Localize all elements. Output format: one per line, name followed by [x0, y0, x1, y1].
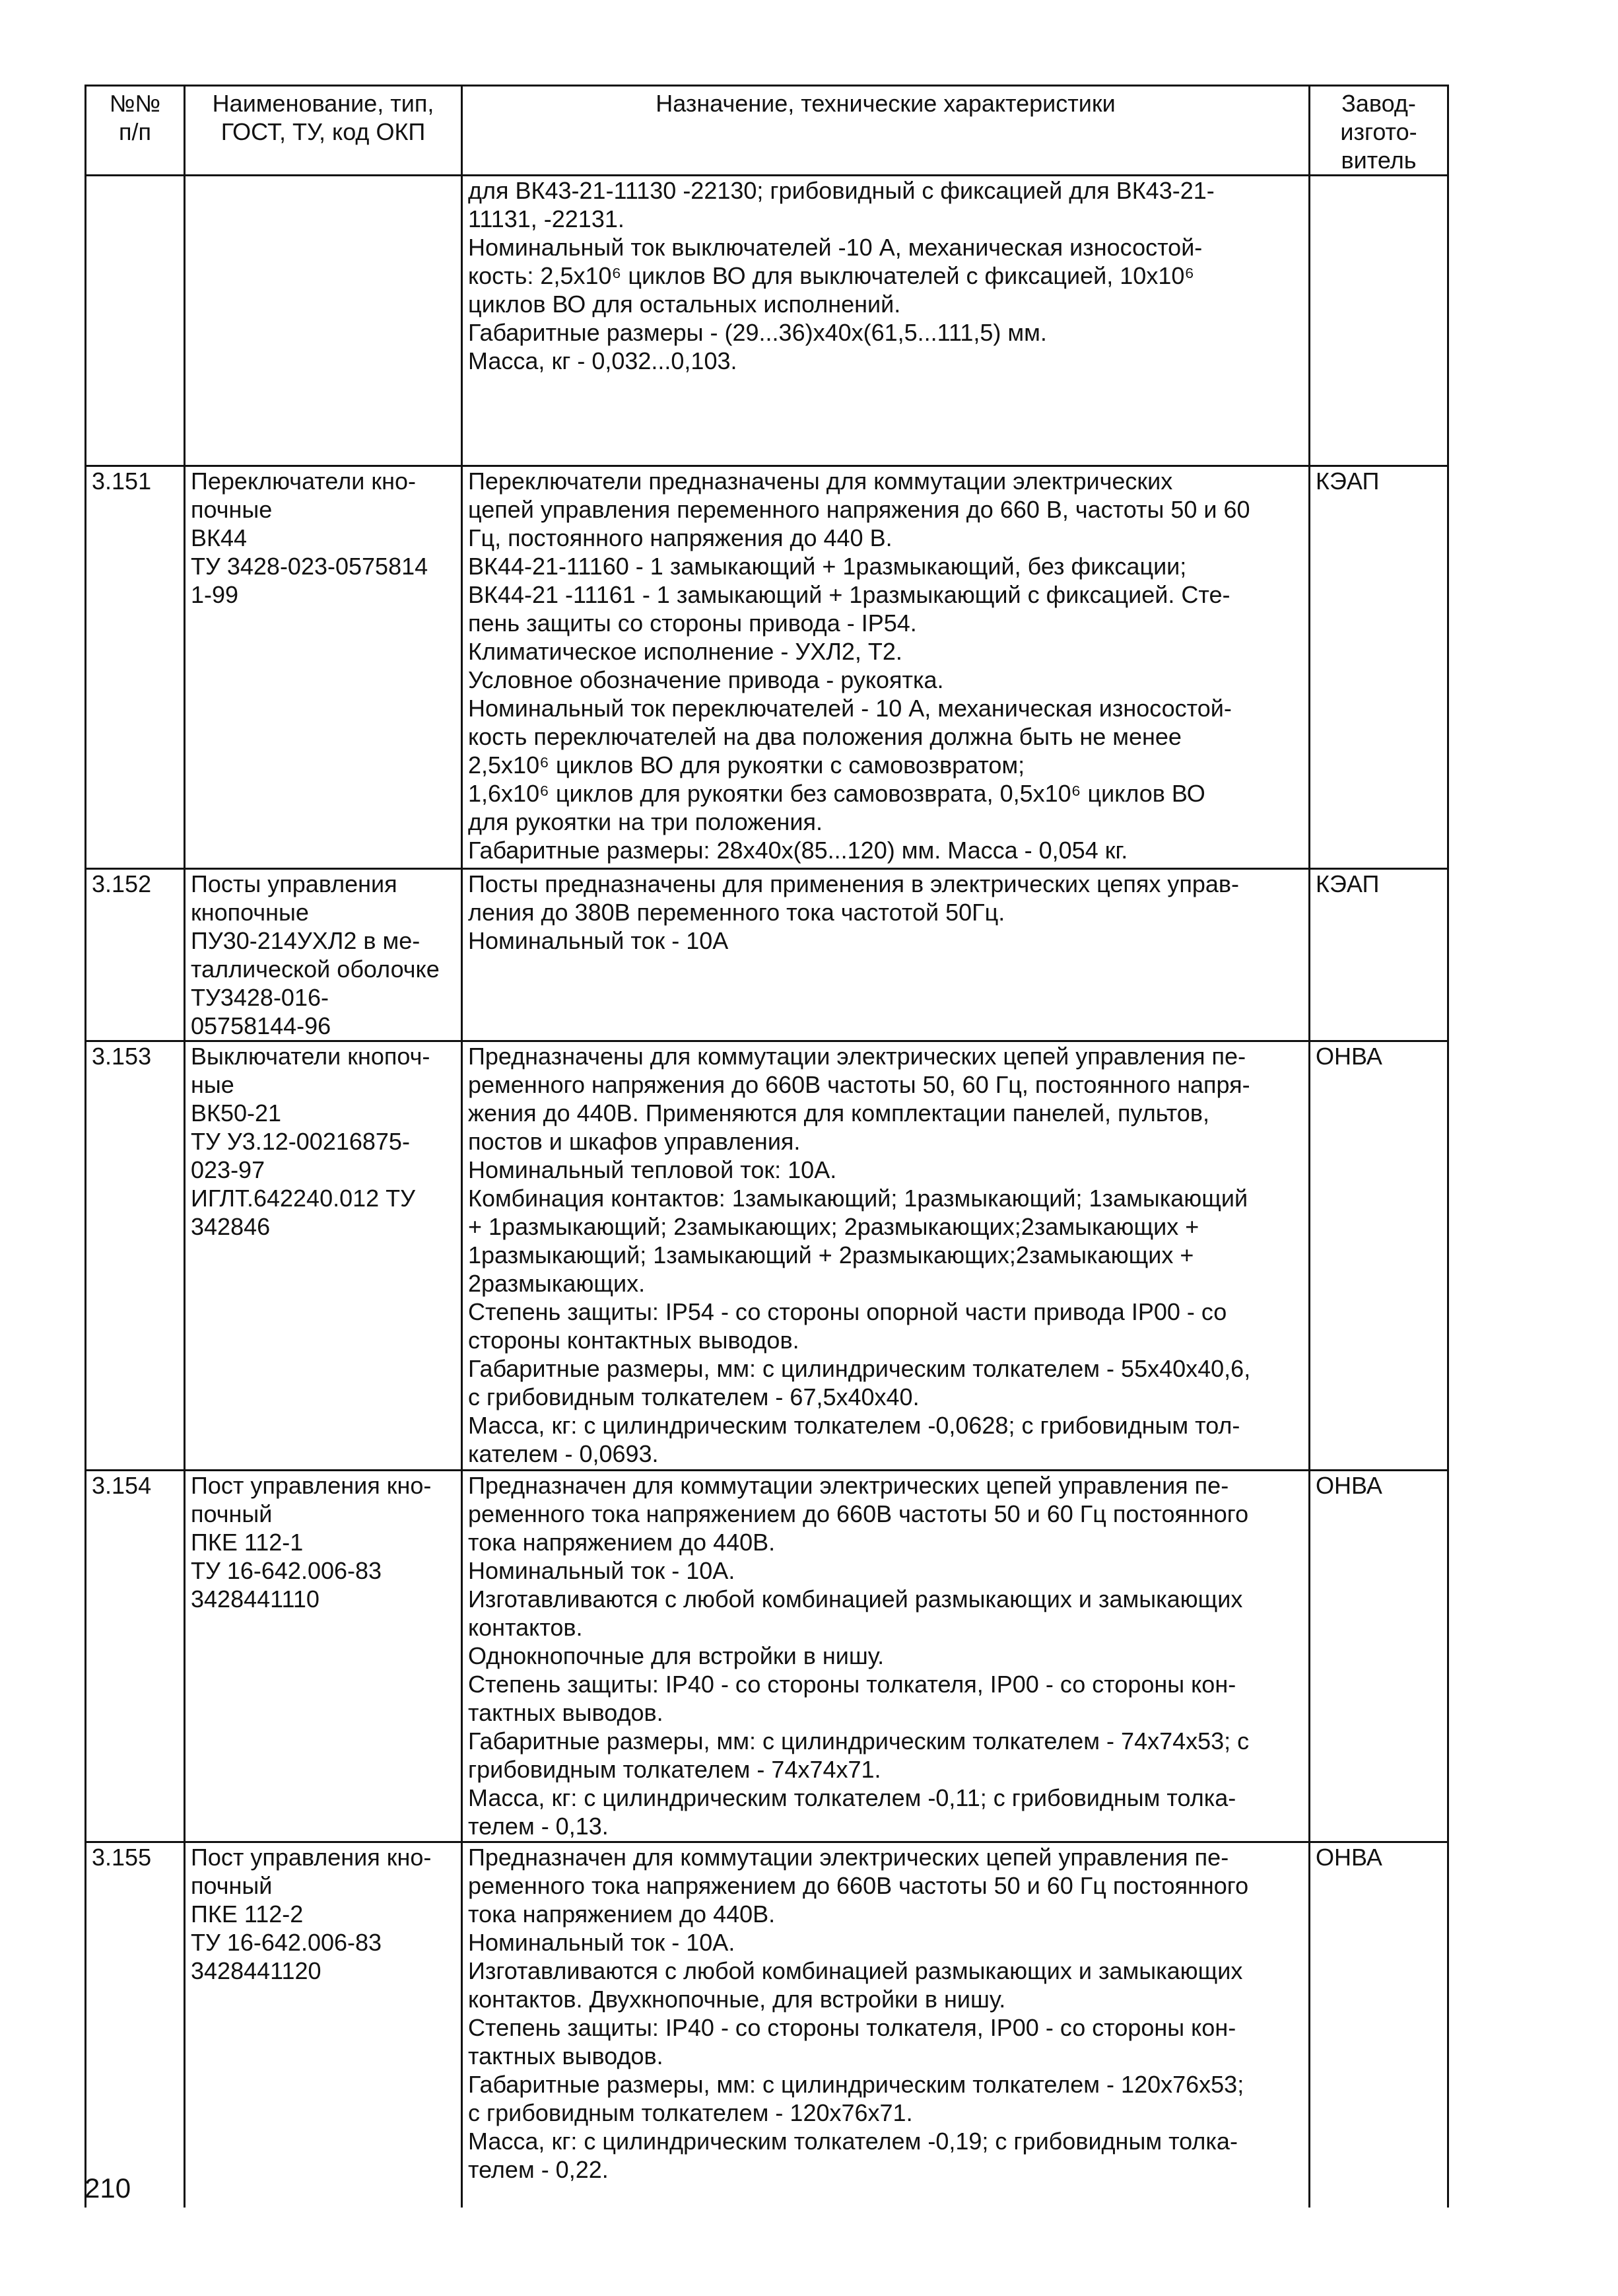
text-line: ТУ У3.12-00216875-: [191, 1128, 410, 1155]
cell-number: 3.155: [86, 1842, 185, 2208]
text-line: ТУ 16-642.006-83: [191, 1929, 382, 1956]
text-line: Переключатели предназначены для коммутации электрических: [468, 468, 1173, 495]
text-line: Номинальный ток - 10А.: [468, 1557, 735, 1584]
cell-description: [462, 1842, 1310, 2208]
text-line: телем - 0,13.: [468, 1813, 609, 1840]
text-line: почный: [191, 1500, 273, 1527]
text-line: тока напряжением до 440В.: [468, 1529, 776, 1556]
text-line: телем - 0,22.: [468, 2156, 609, 2183]
cell-name: [185, 869, 462, 1041]
table-row: [86, 1041, 1448, 1471]
text-line: Переключатели кно-: [191, 468, 416, 495]
table-header-row: [86, 86, 1448, 176]
text-line: почный: [191, 1872, 273, 1899]
text-line: Изготавливаются с любой комбинацией размыкающих и замыкающих: [468, 1957, 1243, 1984]
table-row: [86, 466, 1448, 869]
text-line: с грибовидным толкателем - 120х76х71.: [468, 2099, 913, 2126]
text-line: для рукоятки на три положения.: [468, 808, 823, 835]
text-line: Гц, постоянного напряжения до 440 В.: [468, 524, 893, 551]
header-manufacturer: [1310, 86, 1448, 176]
text-line: Масса, кг: с цилиндрическим толкателем -0,0628; с грибовидным тол-: [468, 1412, 1240, 1439]
text-line: + 1размыкающий; 2замыкающих; 2размыкающих;2замыкающих +: [468, 1213, 1199, 1240]
text-line: ременного тока напряжением до 660В частоты 50 и 60 Гц постоянного: [468, 1872, 1249, 1899]
text-line: тактных выводов.: [468, 1699, 663, 1726]
cell-name: [185, 1842, 462, 2208]
text-line: Пост управления кно-: [191, 1844, 432, 1871]
text-line: почные: [191, 496, 273, 523]
text-line: Посты предназначены для применения в электрических цепях управ-: [468, 870, 1239, 897]
cell-number: 3.153: [86, 1041, 185, 1471]
text-line: Масса, кг - 0,032...0,103.: [468, 347, 737, 374]
text-line: ременного напряжения до 660В частоты 50, 60 Гц, постоянного напря-: [468, 1071, 1250, 1098]
text-line: п/п: [119, 118, 151, 145]
cell-manufacturer: КЭАП: [1310, 869, 1448, 1041]
text-line: ПКЕ 112-1: [191, 1529, 304, 1556]
text-line: Степень защиты: IP40 - со стороны толкателя, IP00 - со стороны кон-: [468, 2014, 1236, 2041]
cell-name: [185, 176, 462, 466]
text-line: Габаритные размеры, мм: с цилиндрическим толкателем - 55х40х40,6,: [468, 1355, 1251, 1382]
text-line: Масса, кг: с цилиндрическим толкателем -0,11; с грибовидным толка-: [468, 1784, 1236, 1811]
cell-number: 3.154: [86, 1471, 185, 1842]
text-line: Выключатели кнопоч-: [191, 1043, 430, 1070]
text-line: Назначение, технические характеристики: [656, 90, 1116, 117]
text-line: грибовидным толкателем - 74х74х71.: [468, 1756, 881, 1783]
text-line: №№: [109, 90, 161, 117]
text-line: 342846: [191, 1213, 271, 1240]
text-line: кнопочные: [191, 899, 309, 926]
text-line: витель: [1341, 147, 1417, 174]
cell-number: 3.151: [86, 466, 185, 869]
text-line: кателем - 0,0693.: [468, 1440, 659, 1467]
text-line: Условное обозначение привода - рукоятка.: [468, 666, 944, 693]
text-line: ВК44-21 -11161 - 1 замыкающий + 1размыкающий с фиксацией. Сте-: [468, 581, 1230, 608]
text-line: 2,5х10⁶ циклов ВО для рукоятки с самовозвратом;: [468, 751, 1025, 779]
text-line: кость переключателей на два положения должна быть не менее: [468, 723, 1182, 750]
table-row: [86, 869, 1448, 1041]
text-line: 1,6х10⁶ циклов для рукоятки без самовозврата, 0,5х10⁶ циклов ВО: [468, 780, 1205, 807]
text-line: пень защиты со стороны привода - IP54.: [468, 609, 917, 637]
cell-description: [462, 1041, 1310, 1471]
text-line: 1размыкающий; 1замыкающий + 2размыкающих;2замыкающих +: [468, 1241, 1194, 1269]
text-line: Посты управления: [191, 870, 397, 897]
cell-manufacturer: ОНВА: [1310, 1842, 1448, 2208]
text-line: тактных выводов.: [468, 2042, 663, 2070]
text-line: цепей управления переменного напряжения до 660 В, частоты 50 и 60: [468, 496, 1250, 523]
text-line: контактов.: [468, 1614, 583, 1641]
text-line: стороны контактных выводов.: [468, 1327, 799, 1354]
cell-manufacturer: ОНВА: [1310, 1041, 1448, 1471]
text-line: ления до 380В переменного тока частотой 50Гц.: [468, 899, 1005, 926]
text-line: Номинальный ток выключателей -10 А, механическая износостой-: [468, 234, 1203, 261]
text-line: Номинальный ток переключателей - 10 А, механическая износостой-: [468, 695, 1232, 722]
text-line: ременного тока напряжением до 660В частоты 50 и 60 Гц постоянного: [468, 1500, 1249, 1527]
cell-description: [462, 176, 1310, 466]
text-line: 023-97: [191, 1156, 265, 1183]
text-line: 3428441120: [191, 1957, 321, 1984]
text-line: постов и шкафов управления.: [468, 1128, 801, 1155]
text-line: Наименование, тип,: [212, 90, 434, 117]
header-description: [462, 86, 1310, 176]
text-line: Изготавливаются с любой комбинацией размыкающих и замыкающих: [468, 1585, 1243, 1613]
text-line: Габаритные размеры - (29...36)х40х(61,5...111,5) мм.: [468, 319, 1047, 346]
table-row: [86, 1471, 1448, 1842]
text-line: 11131, -22131.: [468, 205, 624, 232]
cell-name: [185, 466, 462, 869]
catalog-table: [84, 85, 1449, 2208]
text-line: ВК44: [191, 524, 248, 551]
text-line: ВК44-21-11160 - 1 замыкающий + 1размыкающий, без фиксации;: [468, 553, 1187, 580]
text-line: Предназначен для коммутации электрических цепей управления пе-: [468, 1844, 1229, 1871]
text-line: Номинальный тепловой ток: 10А.: [468, 1156, 837, 1183]
cell-manufacturer: КЭАП: [1310, 466, 1448, 869]
text-line: Однокнопочные для встройки в нишу.: [468, 1642, 885, 1669]
text-line: Габаритные размеры: 28х40х(85...120) мм. Масса - 0,054 кг.: [468, 837, 1128, 864]
text-line: изгото-: [1340, 118, 1417, 145]
text-line: Предназначены для коммутации электрических цепей управления пе-: [468, 1043, 1246, 1070]
cell-manufacturer: [1310, 176, 1448, 466]
text-line: ТУ 16-642.006-83: [191, 1557, 382, 1584]
page-number: 210: [84, 2173, 131, 2204]
text-line: Масса, кг: с цилиндрическим толкателем -0,19; с грибовидным толка-: [468, 2128, 1238, 2155]
cell-description: [462, 1471, 1310, 1842]
cell-description: [462, 869, 1310, 1041]
text-line: 3428441110: [191, 1585, 320, 1613]
text-line: для ВК43-21-11130 -22130; грибовидный с фиксацией для ВК43-21-: [468, 177, 1215, 204]
cell-description: [462, 466, 1310, 869]
table-row-continuation: [86, 176, 1448, 466]
cell-manufacturer: ОНВА: [1310, 1471, 1448, 1842]
text-line: с грибовидным толкателем - 67,5х40х40.: [468, 1383, 920, 1410]
text-line: Габаритные размеры, мм: с цилиндрическим толкателем - 74х74х53; с: [468, 1727, 1250, 1755]
text-line: 05758144-96: [191, 1012, 331, 1039]
text-line: тока напряжением до 440В.: [468, 1900, 776, 1928]
header-number: [86, 86, 185, 176]
text-line: ВК50-21: [191, 1099, 282, 1127]
text-line: Степень защиты: IP40 - со стороны толкателя, IP00 - со стороны кон-: [468, 1671, 1236, 1698]
text-line: Номинальный ток - 10А.: [468, 1929, 735, 1956]
text-line: ТУ3428-016-: [191, 984, 329, 1011]
text-line: ГОСТ, ТУ, код ОКП: [220, 118, 426, 145]
text-line: Комбинация контактов: 1замыкающий; 1размыкающий; 1замыкающий: [468, 1185, 1248, 1212]
text-line: циклов ВО для остальных исполнений.: [468, 291, 901, 318]
text-line: ПУ30-214УХЛ2 в ме-: [191, 927, 421, 954]
cell-number: 3.152: [86, 869, 185, 1041]
cell-name: [185, 1471, 462, 1842]
text-line: ные: [191, 1071, 234, 1098]
text-line: ТУ 3428-023-0575814: [191, 553, 428, 580]
table-row: [86, 1842, 1448, 2208]
text-line: Завод-: [1341, 90, 1416, 117]
text-line: Климатическое исполнение - УХЛ2, Т2.: [468, 638, 902, 665]
text-line: Предназначен для коммутации электрических цепей управления пе-: [468, 1472, 1229, 1499]
text-line: таллической оболочке: [191, 956, 440, 983]
text-line: Номинальный ток - 10А: [468, 927, 729, 954]
text-line: ИГЛТ.642240.012 ТУ: [191, 1185, 416, 1212]
text-line: кость: 2,5х10⁶ циклов ВО для выключателей с фиксацией, 10х10⁶: [468, 262, 1195, 289]
text-line: 1-99: [191, 581, 239, 608]
cell-number: [86, 176, 185, 466]
text-line: жения до 440В. Применяются для комплектации панелей, пультов,: [468, 1099, 1209, 1127]
text-line: 2размыкающих.: [468, 1270, 646, 1297]
text-line: Пост управления кно-: [191, 1472, 432, 1499]
text-line: ПКЕ 112-2: [191, 1900, 304, 1928]
cell-name: [185, 1041, 462, 1471]
header-name: [185, 86, 462, 176]
text-line: Степень защиты: IP54 - со стороны опорной части привода IP00 - со: [468, 1298, 1227, 1325]
text-line: Габаритные размеры, мм: с цилиндрическим толкателем - 120х76х53;: [468, 2071, 1244, 2098]
text-line: контактов. Двухкнопочные, для встройки в нишу.: [468, 1986, 1006, 2013]
